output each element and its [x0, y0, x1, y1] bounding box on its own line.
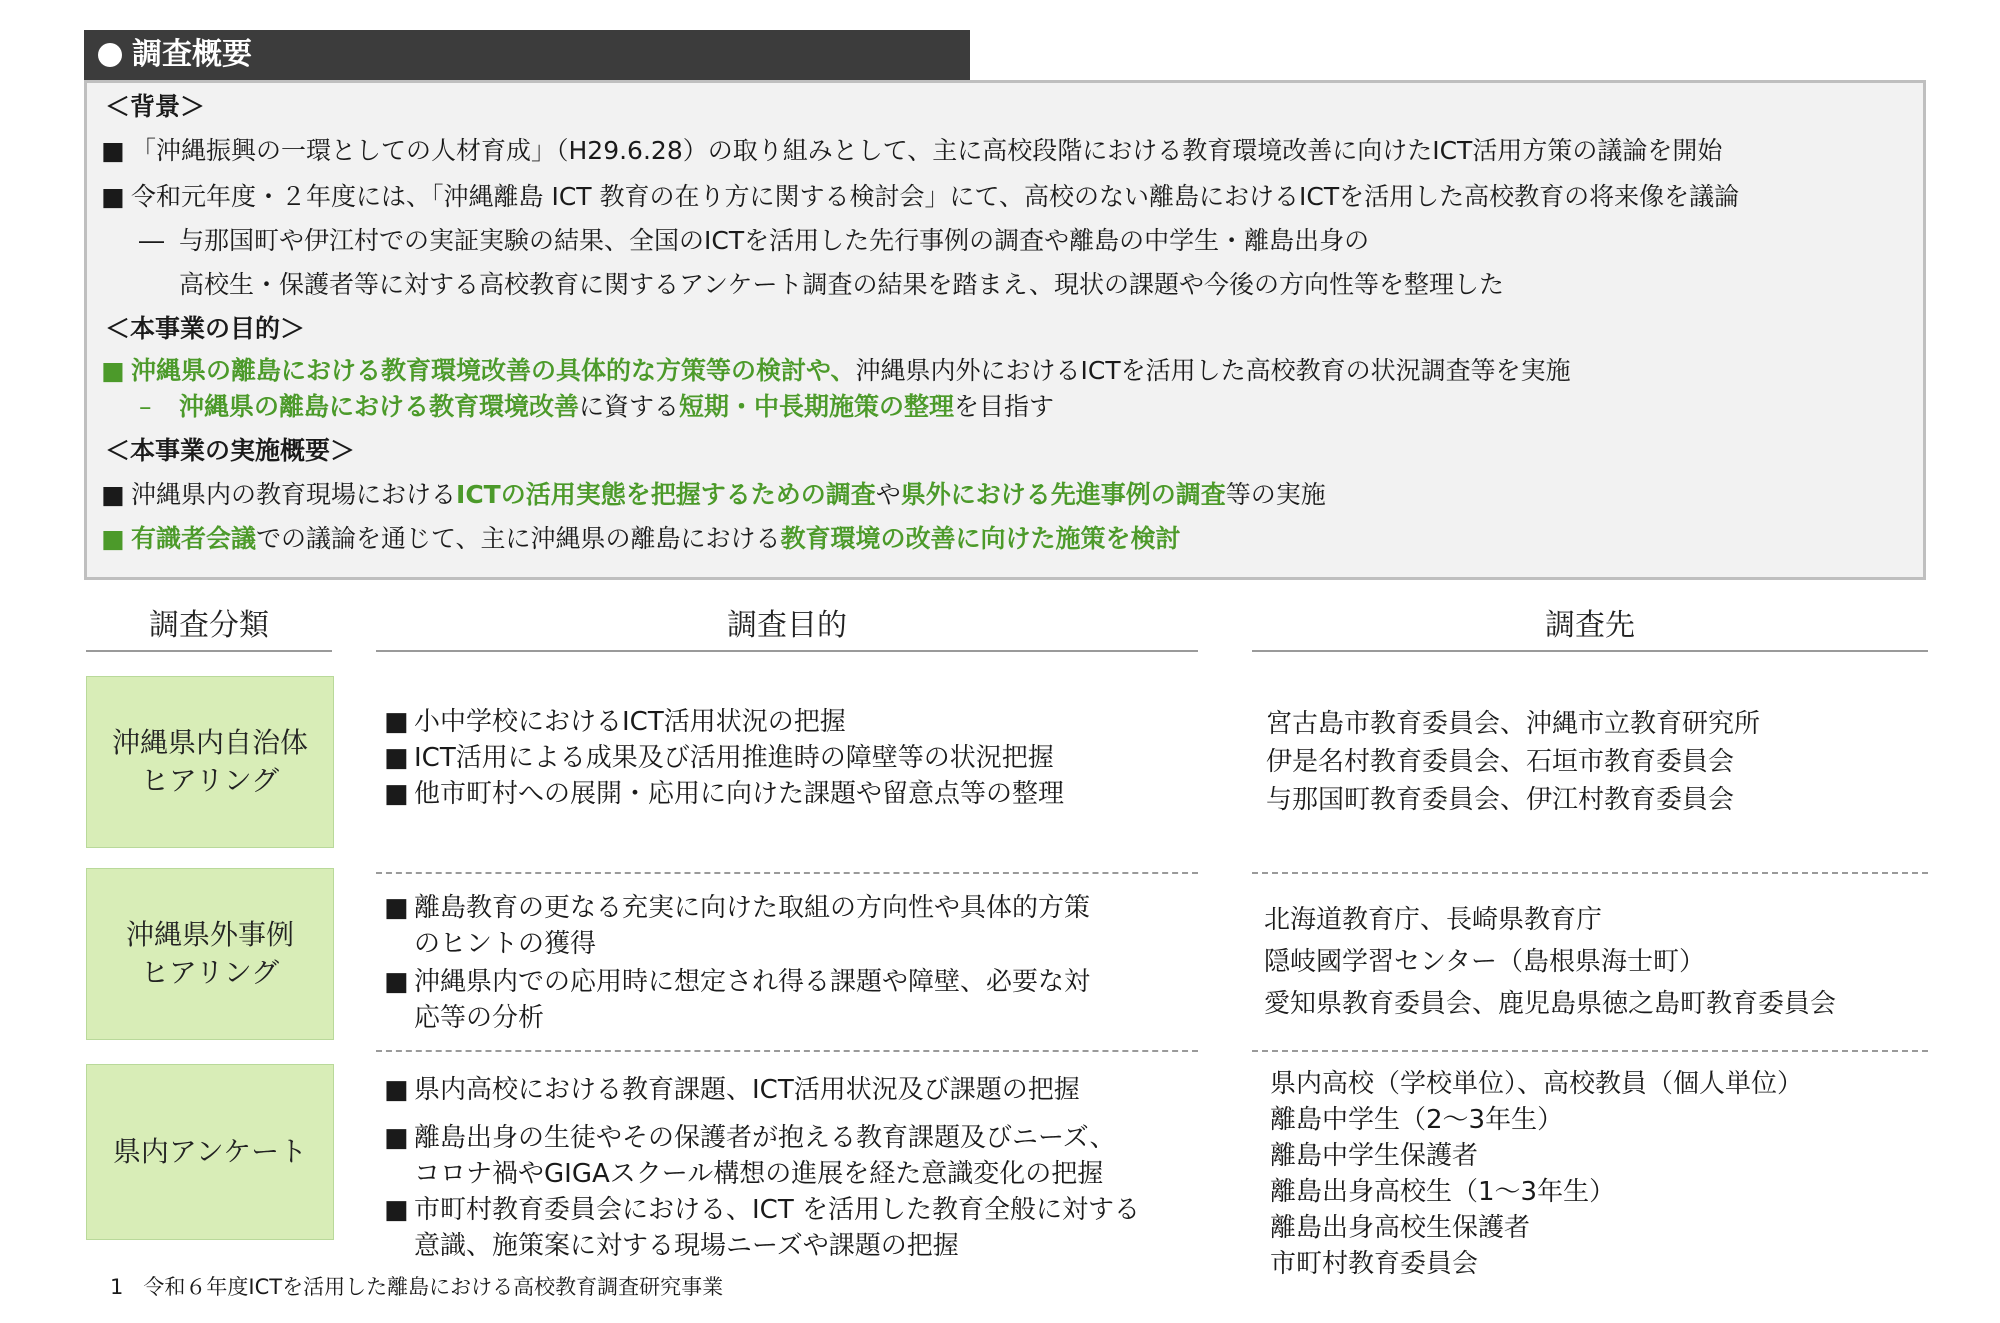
overview-bullet-1: ■ 沖縄県内の教育現場におけるICTの活用実態を把握するための調査や県外における先進事例の調査等の実施: [101, 477, 1326, 513]
dash-bullet-icon: ―: [139, 226, 164, 255]
purpose-item: ■ 他市町村への展開・応用に向けた課題や留意点等の整理: [384, 776, 1064, 812]
target-item: 宮古島市教育委員会、沖縄市立教育研究所: [1266, 709, 1761, 739]
purpose-item: ■ 離島出身の生徒やその保護者が抱える教育課題及びニーズ、: [384, 1120, 1115, 1156]
column-header-purpose: 調査目的: [727, 608, 847, 643]
footnote: [110, 1272, 723, 1302]
target-item: 離島出身高校生（1～3年生）: [1270, 1177, 1616, 1207]
square-bullet-icon: ■: [384, 1075, 409, 1105]
background-bullet-2: ■ 令和元年度・２年度には、「沖縄離島 ICT 教育の在り方に関する検討会」にて、高校のない離島におけるICTを活用した高校教育の将来像を議論: [101, 179, 1739, 215]
footnote-text: 令和６年度ICTを活用した離島における高校教育調査研究事業: [143, 1275, 724, 1299]
purpose-item-continued: コロナ禍やGIGAスクール構想の進展を経た意識変化の把握: [414, 1159, 1104, 1189]
square-bullet-icon: ■: [101, 136, 125, 165]
row-divider: [1252, 1050, 1928, 1052]
purpose-bullet: ■ 沖縄県の離島における教育環境改善の具体的な方策等の検討や、沖縄県内外におけるICTを活用した高校教育の状況調査等を実施: [101, 353, 1571, 389]
dash-bullet-icon: –: [139, 392, 152, 421]
target-item: 伊是名村教育委員会、石垣市教育委員会: [1266, 747, 1735, 777]
target-item: 離島出身高校生保護者: [1270, 1213, 1531, 1243]
overview-bullet-2: ■ 有識者会議での議論を通じて、主に沖縄県の離島における教育環境の改善に向けた施策を検討: [101, 521, 1181, 557]
header-underline: [376, 650, 1198, 652]
purpose-item-continued: 応等の分析: [414, 1003, 545, 1033]
section-title-bar: [84, 30, 970, 80]
purpose-item: ■ 市町村教育委員会における、ICT を活用した教育全般に対する: [384, 1192, 1140, 1228]
background-heading: ＜背景＞: [105, 92, 206, 121]
background-bullet-1: ■ 「沖縄振興の一環としての人材育成」（H29.6.28）の取り組みとして、主に高校段階における教育環境改善に向けたICT活用方策の議論を開始: [101, 133, 1722, 169]
section-title: 調査概要: [132, 37, 252, 72]
purpose-heading: ＜本事業の目的＞: [105, 314, 306, 343]
bullet-circle-icon: [98, 43, 122, 67]
target-item: 離島中学生（2～3年生）: [1270, 1105, 1564, 1135]
purpose-item-continued: 意識、施策案に対する現場ニーズや課題の把握: [414, 1231, 959, 1261]
overview-heading: ＜本事業の実施概要＞: [105, 436, 356, 465]
column-header-category: 調査分類: [149, 608, 269, 643]
target-item: 北海道教育庁、長崎県教育庁: [1264, 905, 1603, 935]
target-item: 県内高校（学校単位）、高校教員（個人単位）: [1270, 1069, 1804, 1099]
footnote-number: 1: [110, 1275, 124, 1299]
target-item: 愛知県教育委員会、鹿児島県徳之島町教育委員会: [1264, 989, 1837, 1019]
square-bullet-icon: ■: [384, 1123, 409, 1153]
target-item: 与那国町教育委員会、伊江村教育委員会: [1266, 785, 1735, 815]
target-item: 隠岐國学習センター（島根県海士町）: [1264, 947, 1705, 977]
square-bullet-icon: ■: [384, 707, 409, 737]
category-box: 県内アンケート: [86, 1064, 334, 1240]
row-divider: [376, 1050, 1198, 1052]
square-bullet-icon: ■: [384, 893, 409, 923]
target-item: 市町村教育委員会: [1270, 1249, 1479, 1279]
purpose-item: ■ 離島教育の更なる充実に向けた取組の方向性や具体的方策: [384, 890, 1090, 926]
square-bullet-icon: ■: [101, 356, 125, 385]
square-bullet-icon: ■: [384, 967, 409, 997]
square-bullet-icon: ■: [101, 182, 125, 211]
background-sub-1: ― 与那国町や伊江村での実証実験の結果、全国のICTを活用した先行事例の調査や離島の中学生・離島出身の: [139, 223, 1369, 259]
square-bullet-icon: ■: [384, 743, 409, 773]
square-bullet-icon: ■: [384, 779, 409, 809]
square-bullet-icon: ■: [101, 480, 125, 509]
square-bullet-icon: ■: [384, 1195, 409, 1225]
header-underline: [86, 650, 332, 652]
purpose-item: ■ ICT活用による成果及び活用推進時の障壁等の状況把握: [384, 740, 1054, 776]
category-box: 沖縄県外事例 ヒアリング: [86, 868, 334, 1040]
background-sub-2: 高校生・保護者等に対する高校教育に関するアンケート調査の結果を踏まえ、現状の課題や今後の方向性等を整理した: [179, 270, 1505, 299]
target-item: 離島中学生保護者: [1270, 1141, 1479, 1171]
column-header-target: 調査先: [1545, 608, 1635, 643]
purpose-item: ■ 県内高校における教育課題、ICT活用状況及び課題の把握: [384, 1072, 1080, 1108]
header-underline: [1252, 650, 1928, 652]
row-divider: [376, 872, 1198, 874]
summary-box: [84, 80, 1926, 580]
purpose-item: ■ 小中学校におけるICT活用状況の把握: [384, 704, 846, 740]
purpose-item: ■ 沖縄県内での応用時に想定され得る課題や障壁、必要な対: [384, 964, 1090, 1000]
purpose-sub: – 沖縄県の離島における教育環境改善に資する短期・中長期施策の整理を目指す: [139, 389, 1054, 425]
square-bullet-icon: ■: [101, 524, 125, 553]
category-box: 沖縄県内自治体 ヒアリング: [86, 676, 334, 848]
purpose-item-continued: のヒントの獲得: [414, 929, 597, 959]
row-divider: [1252, 872, 1928, 874]
